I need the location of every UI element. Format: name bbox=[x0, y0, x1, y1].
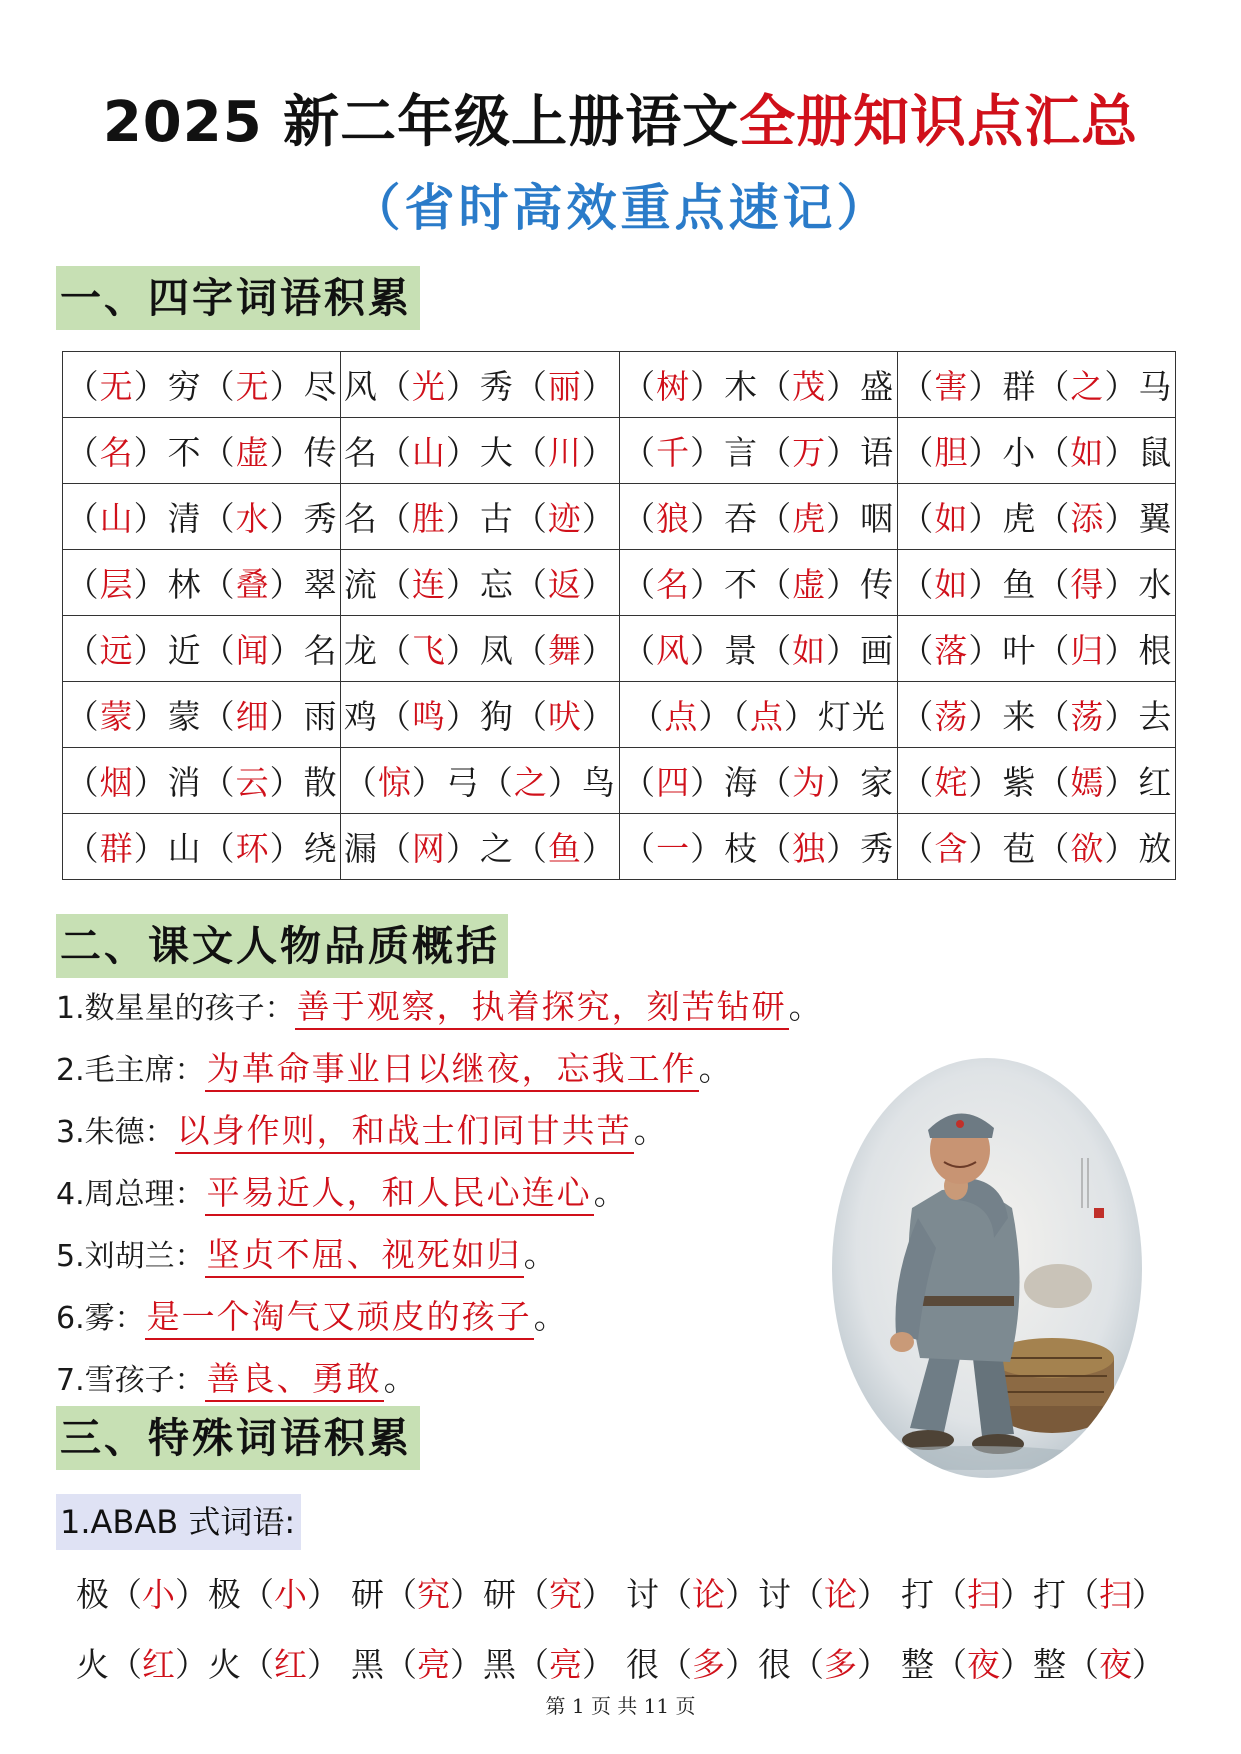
phrase-text: （ bbox=[65, 499, 100, 538]
fill-answer: 如 bbox=[934, 565, 969, 604]
phrase-text: ）鸟 bbox=[547, 763, 616, 802]
list-item bbox=[56, 1348, 956, 1410]
phrase-text: ）蒙（ bbox=[133, 697, 236, 736]
phrase-text: ）苞（ bbox=[968, 829, 1071, 868]
trait-answer: 善于观察，执着探究，刻苦钻研 bbox=[295, 987, 789, 1030]
trait-label: 1.数星星的孩子： bbox=[56, 991, 295, 1026]
trait-end: 。 bbox=[788, 987, 822, 1026]
abab-word bbox=[351, 1560, 626, 1630]
title-black: 2025 新二年级上册语文 bbox=[102, 90, 740, 155]
phrase-text: ）不（ bbox=[690, 565, 793, 604]
phrase-text: ）整（ bbox=[1000, 1645, 1099, 1684]
phrase-text: ） bbox=[582, 1645, 615, 1684]
trait-label: 3.朱德： bbox=[56, 1115, 175, 1150]
phrase-text: ） bbox=[581, 829, 616, 868]
fill-answer: 小 bbox=[274, 1575, 307, 1614]
fill-answer: 嫣 bbox=[1070, 763, 1105, 802]
phrase-text: 极（ bbox=[76, 1575, 142, 1614]
phrase-text: ）忘（ bbox=[445, 565, 548, 604]
fill-answer: 多 bbox=[692, 1645, 725, 1684]
fill-answer: 究 bbox=[417, 1575, 450, 1614]
fill-answer: 迹 bbox=[547, 499, 582, 538]
table-row bbox=[63, 352, 1176, 418]
fill-answer: 虚 bbox=[235, 433, 270, 472]
fill-answer: 夜 bbox=[967, 1645, 1000, 1684]
fill-answer: 茂 bbox=[792, 367, 827, 406]
phrase-text: ）不（ bbox=[133, 433, 236, 472]
phrase-text: ）景（ bbox=[690, 631, 793, 670]
phrase-text: ）极（ bbox=[175, 1575, 274, 1614]
fill-answer: 飞 bbox=[411, 631, 446, 670]
phrase-text: ）咽 bbox=[826, 499, 895, 538]
fill-answer: 名 bbox=[656, 565, 691, 604]
phrase-text: ） bbox=[1132, 1645, 1165, 1684]
phrase-text: ） bbox=[581, 433, 616, 472]
phrase-text: （ bbox=[900, 763, 935, 802]
idiom-cell bbox=[341, 682, 619, 748]
phrase-text: 整（ bbox=[901, 1645, 967, 1684]
idiom-cell bbox=[619, 352, 897, 418]
fill-answer: 细 bbox=[235, 697, 270, 736]
phrase-text: ）群（ bbox=[968, 367, 1071, 406]
phrase-text: ）研（ bbox=[450, 1575, 549, 1614]
phrase-text: （ bbox=[900, 499, 935, 538]
phrase-text: （ bbox=[65, 433, 100, 472]
table-row bbox=[63, 616, 1176, 682]
phrase-text: ） bbox=[1132, 1575, 1165, 1614]
idiom-cell bbox=[341, 616, 619, 682]
fill-answer: 远 bbox=[99, 631, 134, 670]
trait-end: 。 bbox=[698, 1049, 732, 1088]
trait-end: 。 bbox=[523, 1235, 557, 1274]
fill-answer: 云 bbox=[235, 763, 270, 802]
phrase-text: ） bbox=[857, 1575, 890, 1614]
phrase-text: （ bbox=[622, 763, 657, 802]
traits-list bbox=[56, 976, 956, 1410]
phrase-text: ）清（ bbox=[133, 499, 236, 538]
phrase-text: ）言（ bbox=[690, 433, 793, 472]
phrase-text: ）黑（ bbox=[450, 1645, 549, 1684]
table-row bbox=[63, 748, 1176, 814]
phrase-text: ） bbox=[307, 1645, 340, 1684]
phrase-text: （ bbox=[622, 631, 657, 670]
fill-answer: 害 bbox=[934, 367, 969, 406]
fill-answer: 究 bbox=[549, 1575, 582, 1614]
phrase-text: ）秀 bbox=[826, 829, 895, 868]
phrase-text: ）之（ bbox=[445, 829, 548, 868]
phrase-text: ）枝（ bbox=[690, 829, 793, 868]
fill-answer: 光 bbox=[411, 367, 446, 406]
phrase-text: ）凤（ bbox=[445, 631, 548, 670]
trait-answer: 是一个淘气又顽皮的孩子 bbox=[145, 1297, 534, 1340]
phrase-text: ）近（ bbox=[133, 631, 236, 670]
phrase-text: ）散 bbox=[269, 763, 338, 802]
trait-label: 6.雾： bbox=[56, 1301, 145, 1336]
phrase-text: 龙（ bbox=[343, 631, 412, 670]
fill-answer: 为 bbox=[792, 763, 827, 802]
phrase-text: ）打（ bbox=[1000, 1575, 1099, 1614]
section-heading-traits: 二、课文人物品质概括 bbox=[56, 914, 508, 978]
phrase-text: 漏（ bbox=[343, 829, 412, 868]
phrase-text: ） bbox=[581, 697, 616, 736]
fill-answer: 小 bbox=[142, 1575, 175, 1614]
list-item bbox=[56, 1286, 956, 1348]
phrase-text: ）山（ bbox=[133, 829, 236, 868]
phrase-text: （ bbox=[622, 565, 657, 604]
phrase-text: （ bbox=[65, 631, 100, 670]
fill-answer: 扫 bbox=[1099, 1575, 1132, 1614]
idiom-cell bbox=[897, 748, 1175, 814]
fill-answer: 荡 bbox=[1070, 697, 1105, 736]
fill-answer: 烟 bbox=[99, 763, 134, 802]
phrase-text: ）狗（ bbox=[445, 697, 548, 736]
trait-answer: 平易近人，和人民心连心 bbox=[205, 1173, 594, 1216]
fill-answer: 连 bbox=[411, 565, 446, 604]
phrase-text: ）去 bbox=[1104, 697, 1173, 736]
phrase-text: ）传 bbox=[826, 565, 895, 604]
fill-answer: 四 bbox=[656, 763, 691, 802]
trait-end: 。 bbox=[633, 1111, 667, 1150]
idiom-cell bbox=[63, 550, 341, 616]
idiom-cell bbox=[63, 484, 341, 550]
fill-answer: 层 bbox=[99, 565, 134, 604]
phrase-text: （ bbox=[622, 499, 657, 538]
abab-word bbox=[901, 1560, 1176, 1630]
fill-answer: 胆 bbox=[934, 433, 969, 472]
phrase-text: （ bbox=[900, 565, 935, 604]
phrase-text: ）绕 bbox=[269, 829, 338, 868]
phrase-text: （ bbox=[900, 829, 935, 868]
fill-answer: 添 bbox=[1070, 499, 1105, 538]
fill-answer: 荡 bbox=[934, 697, 969, 736]
phrase-text: ） bbox=[582, 1575, 615, 1614]
phrase-text: 黑（ bbox=[351, 1645, 417, 1684]
fill-answer: 论 bbox=[692, 1575, 725, 1614]
fill-answer: 点 bbox=[664, 697, 699, 736]
list-item bbox=[56, 1100, 956, 1162]
phrase-text: ）家 bbox=[826, 763, 895, 802]
phrase-text: 名（ bbox=[343, 433, 412, 472]
phrase-text: ）大（ bbox=[445, 433, 548, 472]
phrase-text: ）鱼（ bbox=[968, 565, 1071, 604]
fill-answer: 含 bbox=[934, 829, 969, 868]
fill-answer: 姹 bbox=[934, 763, 969, 802]
idiom-cell bbox=[63, 748, 341, 814]
phrase-text: ）火（ bbox=[175, 1645, 274, 1684]
fill-answer: 落 bbox=[934, 631, 969, 670]
abab-row bbox=[76, 1560, 1176, 1630]
fill-answer: 名 bbox=[99, 433, 134, 472]
phrase-text: ）盛 bbox=[826, 367, 895, 406]
idiom-cell bbox=[897, 484, 1175, 550]
list-item bbox=[56, 1224, 956, 1286]
phrase-text: ） bbox=[307, 1575, 340, 1614]
fill-answer: 川 bbox=[547, 433, 582, 472]
sub-heading-abab: 1.ABAB 式词语: bbox=[56, 1494, 301, 1550]
phrase-text: ）马 bbox=[1104, 367, 1173, 406]
page-subtitle: （省时高效重点速记） bbox=[350, 179, 891, 237]
fill-answer: 山 bbox=[411, 433, 446, 472]
idiom-cell bbox=[897, 616, 1175, 682]
trait-label: 4.周总理： bbox=[56, 1177, 205, 1212]
fill-answer: 如 bbox=[934, 499, 969, 538]
table-row bbox=[63, 814, 1176, 880]
page-title bbox=[0, 78, 1241, 158]
idiom-cell bbox=[341, 748, 619, 814]
phrase-text: ）放 bbox=[1104, 829, 1173, 868]
fill-answer: 舞 bbox=[547, 631, 582, 670]
phrase-text: ）雨 bbox=[269, 697, 338, 736]
fill-answer: 惊 bbox=[377, 763, 412, 802]
phrase-text: ）红 bbox=[1104, 763, 1173, 802]
title-red: 全册知识点汇总 bbox=[739, 90, 1139, 155]
phrase-text: ）语 bbox=[826, 433, 895, 472]
idiom-cell bbox=[897, 418, 1175, 484]
phrase-text: （ bbox=[343, 763, 378, 802]
phrase-text: （ bbox=[900, 367, 935, 406]
idiom-cell bbox=[619, 616, 897, 682]
fill-answer: 水 bbox=[235, 499, 270, 538]
fill-answer: 归 bbox=[1070, 631, 1105, 670]
trait-end: 。 bbox=[383, 1359, 417, 1398]
fill-answer: 闻 bbox=[235, 631, 270, 670]
phrase-text: ）秀 bbox=[269, 499, 338, 538]
phrase-text: ）木（ bbox=[690, 367, 793, 406]
phrase-text: 火（ bbox=[76, 1645, 142, 1684]
phrase-text: （ bbox=[900, 433, 935, 472]
phrase-text: （ bbox=[65, 367, 100, 406]
idiom-cell bbox=[897, 550, 1175, 616]
fill-answer: 返 bbox=[547, 565, 582, 604]
phrase-text: ）（ bbox=[698, 697, 750, 736]
trait-end: 。 bbox=[593, 1173, 627, 1212]
phrase-text: ） bbox=[857, 1645, 890, 1684]
phrase-text: ）讨（ bbox=[725, 1575, 824, 1614]
phrase-text: ）古（ bbox=[445, 499, 548, 538]
idiom-cell bbox=[341, 418, 619, 484]
phrase-text: （ bbox=[900, 631, 935, 670]
fill-answer: 虎 bbox=[792, 499, 827, 538]
fill-answer: 鸣 bbox=[411, 697, 446, 736]
phrase-text: ）水 bbox=[1104, 565, 1173, 604]
idiom-cell bbox=[341, 352, 619, 418]
fill-answer: 网 bbox=[411, 829, 446, 868]
fill-answer: 扫 bbox=[967, 1575, 1000, 1614]
idiom-cell bbox=[619, 484, 897, 550]
idiom-cell bbox=[341, 484, 619, 550]
phrase-text: ）传 bbox=[269, 433, 338, 472]
phrase-text: ）翼 bbox=[1104, 499, 1173, 538]
phrase-text: ）紫（ bbox=[968, 763, 1071, 802]
fill-answer: 蒙 bbox=[99, 697, 134, 736]
fill-answer: 吠 bbox=[547, 697, 582, 736]
phrase-text: 很（ bbox=[626, 1645, 692, 1684]
idiom-cell bbox=[619, 748, 897, 814]
phrase-text: ） bbox=[581, 367, 616, 406]
phrase-text: ）来（ bbox=[968, 697, 1071, 736]
idiom-cell bbox=[897, 352, 1175, 418]
page-footer: 第 1 页 共 11 页 bbox=[545, 1694, 696, 1718]
fill-answer: 叠 bbox=[235, 565, 270, 604]
phrase-text: ）林（ bbox=[133, 565, 236, 604]
phrase-text: （ bbox=[65, 697, 100, 736]
list-item bbox=[56, 1038, 956, 1100]
phrase-text: ） bbox=[581, 499, 616, 538]
phrase-text: ）秀（ bbox=[445, 367, 548, 406]
trait-answer: 以身作则，和战士们同甘共苦 bbox=[175, 1111, 634, 1154]
phrase-text: （ bbox=[630, 697, 665, 736]
fill-answer: 鱼 bbox=[547, 829, 582, 868]
fill-answer: 如 bbox=[792, 631, 827, 670]
table-row bbox=[63, 550, 1176, 616]
fill-answer: 胜 bbox=[411, 499, 446, 538]
fill-answer: 亮 bbox=[417, 1645, 450, 1684]
fill-answer: 点 bbox=[749, 697, 784, 736]
idiom-table bbox=[62, 351, 1176, 880]
fill-answer: 得 bbox=[1070, 565, 1105, 604]
idiom-cell bbox=[63, 616, 341, 682]
fill-answer: 亮 bbox=[549, 1645, 582, 1684]
fill-answer: 狼 bbox=[656, 499, 691, 538]
table-row bbox=[63, 682, 1176, 748]
phrase-text: （ bbox=[900, 697, 935, 736]
idiom-cell bbox=[897, 682, 1175, 748]
phrase-text: 流（ bbox=[343, 565, 412, 604]
fill-answer: 如 bbox=[1070, 433, 1105, 472]
phrase-text: 风（ bbox=[343, 367, 412, 406]
phrase-text: （ bbox=[65, 763, 100, 802]
trait-answer: 坚贞不屈、视死如归 bbox=[205, 1235, 524, 1278]
fill-answer: 之 bbox=[513, 763, 548, 802]
section-heading-special: 三、特殊词语积累 bbox=[56, 1406, 420, 1470]
phrase-text: ）很（ bbox=[725, 1645, 824, 1684]
phrase-text: ）尽 bbox=[269, 367, 338, 406]
trait-answer: 为革命事业日以继夜，忘我工作 bbox=[205, 1049, 699, 1092]
phrase-text: （ bbox=[622, 433, 657, 472]
phrase-text: ）穷（ bbox=[133, 367, 236, 406]
fill-answer: 树 bbox=[656, 367, 691, 406]
fill-answer: 多 bbox=[824, 1645, 857, 1684]
idiom-cell bbox=[63, 352, 341, 418]
idiom-cell bbox=[341, 814, 619, 880]
fill-answer: 无 bbox=[99, 367, 134, 406]
table-row bbox=[63, 418, 1176, 484]
idiom-cell bbox=[63, 814, 341, 880]
phrase-text: ）海（ bbox=[690, 763, 793, 802]
phrase-text: （ bbox=[622, 367, 657, 406]
phrase-text: 讨（ bbox=[626, 1575, 692, 1614]
table-row bbox=[63, 484, 1176, 550]
phrase-text: ）鼠 bbox=[1104, 433, 1173, 472]
phrase-text: ） bbox=[581, 631, 616, 670]
fill-answer: 环 bbox=[235, 829, 270, 868]
phrase-text: ）吞（ bbox=[690, 499, 793, 538]
phrase-text: （ bbox=[65, 829, 100, 868]
fill-answer: 欲 bbox=[1070, 829, 1105, 868]
trait-label: 7.雪孩子： bbox=[56, 1363, 205, 1398]
fill-answer: 虚 bbox=[792, 565, 827, 604]
idiom-cell bbox=[897, 814, 1175, 880]
phrase-text: ）翠 bbox=[269, 565, 338, 604]
fill-answer: 论 bbox=[824, 1575, 857, 1614]
list-item bbox=[56, 1162, 956, 1224]
idiom-cell bbox=[63, 682, 341, 748]
phrase-text: ）消（ bbox=[133, 763, 236, 802]
abab-word bbox=[76, 1560, 351, 1630]
fill-answer: 之 bbox=[1070, 367, 1105, 406]
fill-answer: 群 bbox=[99, 829, 134, 868]
phrase-text: （ bbox=[622, 829, 657, 868]
list-item bbox=[56, 976, 956, 1038]
section-heading-idioms: 一、四字词语积累 bbox=[56, 266, 420, 330]
phrase-text: ）画 bbox=[826, 631, 895, 670]
fill-answer: 一 bbox=[656, 829, 691, 868]
fill-answer: 无 bbox=[235, 367, 270, 406]
phrase-text: ）叶（ bbox=[968, 631, 1071, 670]
idiom-cell bbox=[619, 814, 897, 880]
phrase-text: 鸡（ bbox=[343, 697, 412, 736]
phrase-text: 打（ bbox=[901, 1575, 967, 1614]
trait-label: 5.刘胡兰： bbox=[56, 1239, 205, 1274]
phrase-text: 研（ bbox=[351, 1575, 417, 1614]
fill-answer: 万 bbox=[792, 433, 827, 472]
phrase-text: ） bbox=[581, 565, 616, 604]
fill-answer: 红 bbox=[274, 1645, 307, 1684]
portrait-illustration bbox=[832, 1058, 1142, 1478]
idiom-cell bbox=[63, 418, 341, 484]
phrase-text: ）弓（ bbox=[411, 763, 514, 802]
abab-word-list bbox=[76, 1560, 1176, 1700]
phrase-text: ）名 bbox=[269, 631, 338, 670]
fill-answer: 风 bbox=[656, 631, 691, 670]
phrase-text: （ bbox=[65, 565, 100, 604]
abab-word bbox=[626, 1560, 901, 1630]
fill-answer: 夜 bbox=[1099, 1645, 1132, 1684]
fill-answer: 山 bbox=[99, 499, 134, 538]
fill-answer: 红 bbox=[142, 1645, 175, 1684]
idiom-cell bbox=[619, 550, 897, 616]
idiom-cell bbox=[619, 418, 897, 484]
phrase-text: ）虎（ bbox=[968, 499, 1071, 538]
trait-answer: 善良、勇敢 bbox=[205, 1359, 384, 1402]
fill-answer: 独 bbox=[792, 829, 827, 868]
portrait-figure-svg bbox=[832, 1058, 1142, 1478]
trait-end: 。 bbox=[533, 1297, 567, 1336]
phrase-text: ）根 bbox=[1104, 631, 1173, 670]
phrase-text: 名（ bbox=[343, 499, 412, 538]
phrase-text: ）小（ bbox=[968, 433, 1071, 472]
trait-label: 2.毛主席： bbox=[56, 1053, 205, 1088]
phrase-text: ）灯光 bbox=[783, 697, 886, 736]
fill-answer: 丽 bbox=[547, 367, 582, 406]
idiom-cell bbox=[341, 550, 619, 616]
idiom-cell bbox=[619, 682, 897, 748]
fill-answer: 千 bbox=[656, 433, 691, 472]
